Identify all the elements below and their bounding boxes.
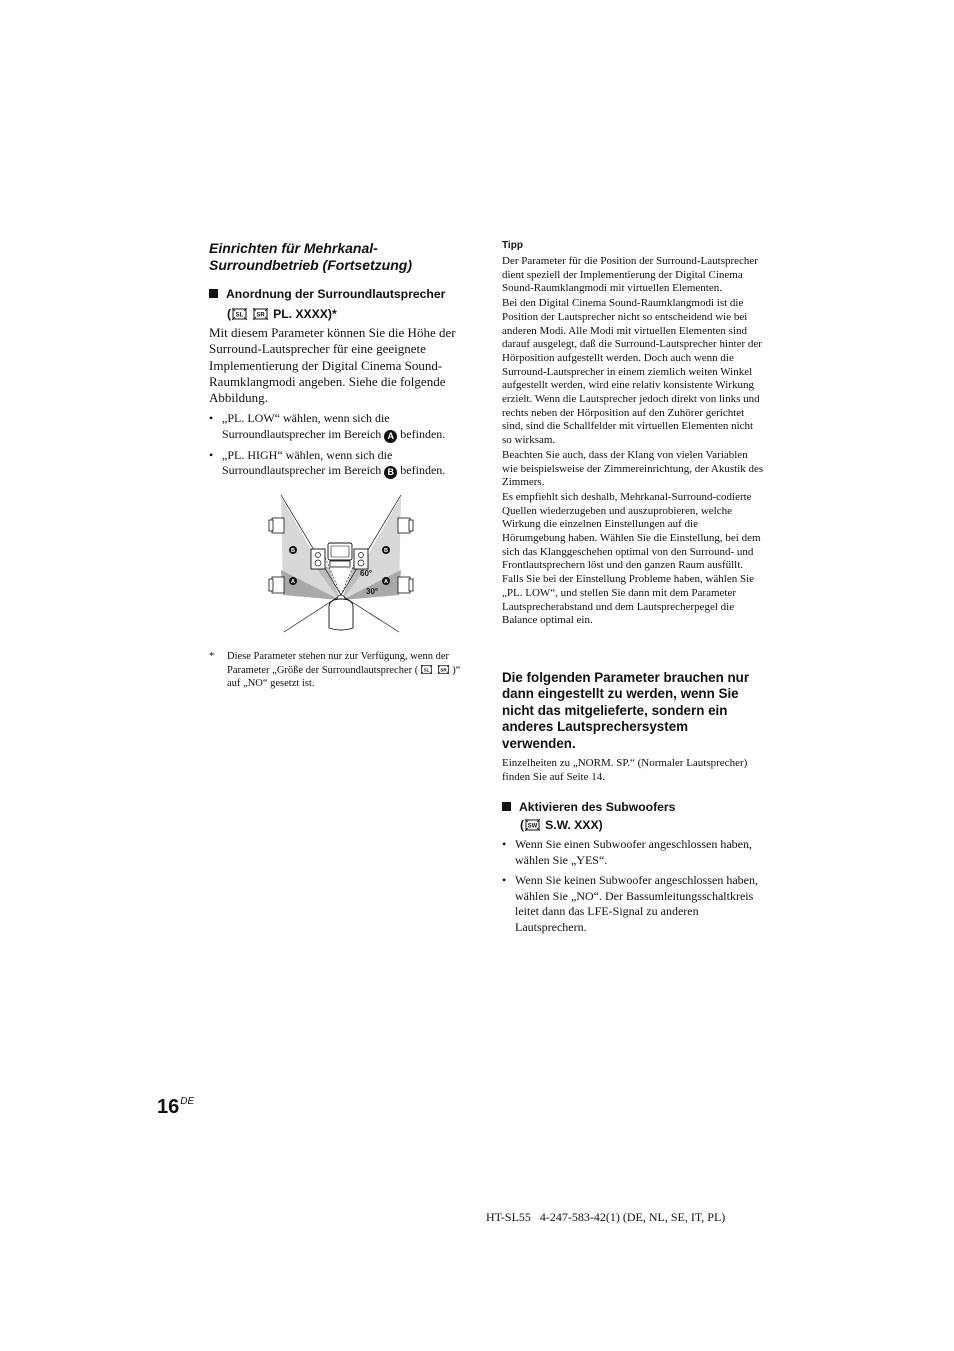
details-note: Einzelheiten zu „NORM. SP.“ (Normaler Lautsprecher) finden Sie auf Seite 14. <box>502 757 748 783</box>
surround-left-icon-text: SL <box>235 312 244 319</box>
bullet-dot-icon: • <box>502 837 507 851</box>
arrangement-heading <box>209 285 479 303</box>
subwoofer-icon-text: SW <box>527 823 538 830</box>
subwoofer-icon <box>524 818 541 832</box>
arrangement-code: PL. XXXX)* <box>273 307 337 321</box>
listener-chair-icon <box>329 595 353 630</box>
area-a-badge-icon: A <box>384 430 397 443</box>
speaker-placement-diagram <box>266 495 416 635</box>
paren-open: ( <box>227 307 232 321</box>
footnote-mark: * <box>209 651 215 662</box>
tip-paragraph: Bei den Digital Cinema Sound-Raumklangmodi ist die Position der Lautsprecher nicht so entscheidend wie bei anderen Modi. Alle Modi mit virtuellen Elementen sind darauf ausgelegt, daß die Surround-Lautsprecher hinter der Hörposition aufgestellt werden. Doch auch wenn die Surround-Lautsprecher in einem ziemlich weiten Winkel aufgestellt werden, wird eine relativ konsistente Wirkung erzielt. Wenn die Lautsprecher jedoch direkt von links und rechts neben der Hörposition auf den Zuhörer gerichtet sind, sind die Schallfelder mit virtuellen Elementen nicht so wirksam. <box>502 297 762 447</box>
page-number <box>157 1096 194 1119</box>
svg-text:A: A <box>291 579 295 586</box>
surround-right-icon-text: SR <box>256 312 265 319</box>
subwoofer-heading <box>502 798 764 816</box>
square-bullet-icon <box>502 802 511 811</box>
footnote-text-after: )“ auf „NO“ gesetzt ist. <box>227 664 461 690</box>
section-title <box>209 240 479 274</box>
bullet-dot-icon: • <box>209 447 214 462</box>
surround-right-speaker-icon <box>437 664 450 675</box>
list-item <box>502 873 764 935</box>
tip-paragraph: Der Parameter für die Position der Surround-Lautsprecher dient speziell der Implementierung der Digital Cinema Sound-Raumklangmodi mit virtuellen Elementen. <box>502 255 758 295</box>
bullet-text: Wenn Sie keinen Subwoofer angeschlossen haben, wählen Sie „NO“. Der Bassumleitungsschaltkreis leitet dann das LFE-Signal zu anderen Lautsprechern. <box>515 873 758 934</box>
tip-paragraph: Es empfiehlt sich deshalb, Mehrkanal-Surround-codierte Quellen wiederzugeben und auszuprobieren, welche Wirkung die einzelnen Einstellungen auf die Hörumgebung haben. Wählen Sie die Einstellung, bei dem sich das Klanggeschehen optimal von den Surround- und Frontlautsprechern löst und den ganzen Raum ausfüllt. Falls Sie bei der Einstellung Probleme haben, wählen Sie „PL. LOW“, und stellen Sie dann mit dem Parameter Lautsprecherabstand und dem Lautsprecherpegel die Balance optimal ein. <box>502 490 761 627</box>
svg-text:SR: SR <box>440 667 447 673</box>
svg-text:A: A <box>384 579 388 586</box>
area-b-badge-icon: B <box>384 466 397 479</box>
intro-paragraph: Mit diesem Parameter können Sie die Höhe der Surround-Lautsprecher für eine geeignete Implementierung der Digital Cinema Sound-Raumklangmodi angeben. Siehe die folgende Abbildung. <box>209 325 456 406</box>
surround-lower-left-speaker-icon <box>269 577 284 593</box>
subwoofer-heading-text: Aktivieren des Subwoofers <box>519 800 676 814</box>
page-number-value: 16 <box>157 1096 180 1118</box>
surround-left-speaker-icon <box>231 307 248 321</box>
surround-lower-right-speaker-icon <box>398 577 413 593</box>
front-right-speaker-icon <box>354 549 368 569</box>
arrangement-heading-text: Anordnung der Surroundlautsprecher <box>226 287 446 301</box>
tip-label: Tipp <box>502 240 523 251</box>
bullet-text: Wenn Sie einen Subwoofer angeschlossen haben, wählen Sie „YES“. <box>515 837 752 867</box>
surround-right-speaker-icon <box>252 307 269 321</box>
center-tv-icon <box>328 543 352 567</box>
angle-30-label: 30° <box>366 587 379 596</box>
svg-text:SL: SL <box>423 667 430 673</box>
bullet-dot-icon: • <box>502 873 507 887</box>
list-item <box>209 411 471 443</box>
surround-left-speaker-icon <box>420 664 433 675</box>
parameters-heading: Die folgenden Parameter brauchen nur dann eingestellt zu werden, wenn Sie nicht das mitgelieferte, sondern ein anderes Lautsprechersystem verwenden. <box>502 670 750 751</box>
angle-60-label: 60° <box>360 569 373 578</box>
bullet-text-before: „PL. LOW“ wählen, wenn sich die Surroundlautsprecher im Bereich <box>222 411 390 441</box>
bullet-dot-icon: • <box>209 411 214 425</box>
surround-upper-left-speaker-icon <box>269 518 284 533</box>
footnote-text <box>209 650 471 691</box>
subwoofer-heading-code <box>520 816 760 834</box>
front-left-speaker-icon <box>311 549 325 569</box>
paren-open: ( <box>520 818 525 832</box>
subwoofer-code: S.W. XXX) <box>545 818 603 832</box>
footnote <box>209 650 471 691</box>
surround-upper-right-speaker-icon <box>398 518 413 533</box>
bullet-text-after: befinden. <box>400 426 446 441</box>
svg-text:B: B <box>291 548 295 555</box>
position-bullet-list <box>209 411 471 484</box>
section-title-line-1: Einrichten für Mehrkanal- <box>209 240 378 256</box>
list-item <box>209 448 471 480</box>
bullet-text-before: „PL. HIGH“ wählen, wenn sich die Surroundlautsprecher im Bereich <box>222 447 393 477</box>
square-bullet-icon <box>209 289 218 298</box>
page-language: DE <box>180 1096 195 1107</box>
section-title-line-2: Surroundbetrieb (Fortsetzung) <box>209 257 412 273</box>
tip-text <box>502 255 764 629</box>
tip-paragraph: Beachten Sie auch, dass der Klang von vielen Variablen wie beispielsweise der Zimmereinrichtung, der Akustik des Zimmers. <box>502 448 764 489</box>
arrangement-heading-code <box>227 305 477 323</box>
subwoofer-bullet-list <box>502 837 764 940</box>
model-code: HT-SL55 4-247-583-42(1) (DE, NL, SE, IT, PL) <box>486 1210 726 1224</box>
svg-text:B: B <box>384 548 388 555</box>
list-item <box>502 837 764 868</box>
footnote-text-before: Diese Parameter stehen nur zur Verfügung, wenn der Parameter „Größe der Surroundlautsprecher ( <box>227 651 449 676</box>
bullet-text-after: befinden. <box>400 463 446 477</box>
